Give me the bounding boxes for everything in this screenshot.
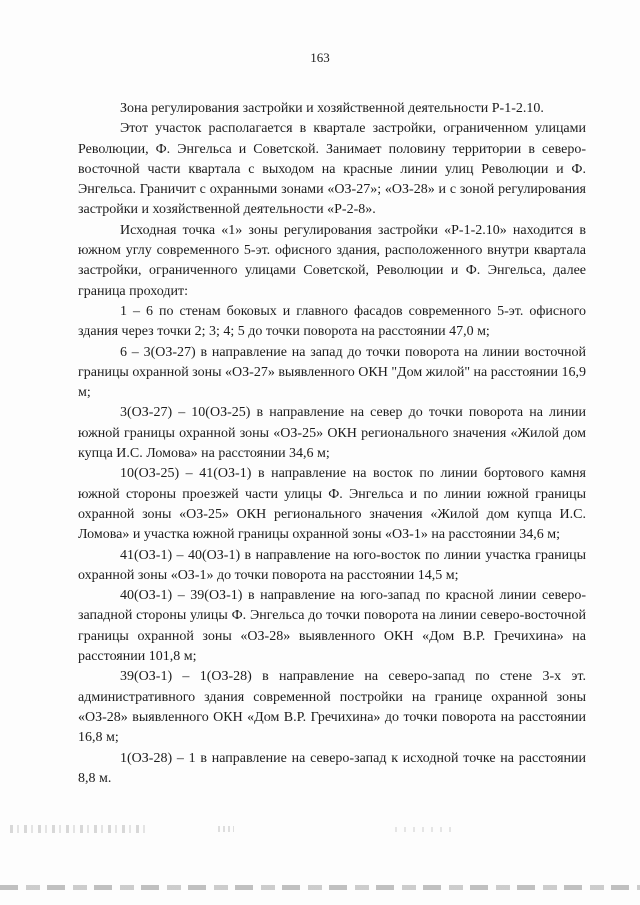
- page-number: 163: [310, 50, 330, 65]
- boundary-segment-paragraph: 40(ОЗ-1) – 39(ОЗ-1) в направление на юго-запад по красной линии северо-западной стороны улицы Ф. Энгельса до точки поворота на линии северо-восточной границы охранной зоны «ОЗ-28» выявленного ОКН «Дом В.Р. Гречихина» на расстоянии 101,8 м;: [78, 588, 586, 665]
- boundary-segment-paragraph: 1(ОЗ-28) – 1 в направление на северо-запад к исходной точке на расстоянии 8,8 м.: [78, 750, 586, 786]
- zone-description-paragraph: Этот участок располагается в квартале застройки, ограниченном улицами Революции, Ф. Энгельса и Советской. Занимает половину территории в северо-восточной части квартала с выходом на красные линии улиц Революции и Ф. Энгельса. Граничит с охранными зонами «ОЗ-27»; «ОЗ-28» и с зоной регулирования застройки и хозяйственной деятельности «Р-2-8».: [78, 121, 586, 218]
- starting-point-paragraph: Исходная точка «1» зоны регулирования застройки «Р-1-2.10» находится в южном углу современного 5-эт. офисного здания, расположенного внутри квартала застройки, ограниченного улицами Советской, Революции и Ф. Энгельса, далее граница проходит:: [78, 222, 586, 299]
- boundary-segment-paragraph: 6 – 3(ОЗ-27) в направление на запад до точки поворота на линии восточной границы охранной зоны «ОЗ-27» выявленного ОКН "Дом жилой" на расстоянии 16,9 м;: [78, 344, 586, 401]
- scan-noise: [10, 825, 150, 833]
- document-body: [78, 99, 586, 789]
- boundary-segment-paragraph: 10(ОЗ-25) – 41(ОЗ-1) в направление на восток по линии бортового камня южной стороны проезжей части улицы Ф. Энгельса и по линии южной границы охранной зоны «ОЗ-25» ОКН регионального значения «Жилой дом купца И.С. Ломова» и участка южной границы охранной зоны «ОЗ-1» на расстоянии 34,6 м;: [78, 466, 586, 543]
- boundary-segment-paragraph: 1 – 6 по стенам боковых и главного фасадов современного 5-эт. офисного здания через точки 2; 3; 4; 5 до точки поворота на расстоянии 47,0 м;: [78, 303, 586, 340]
- boundary-segment-paragraph: 3(ОЗ-27) – 10(ОЗ-25) в направление на север до точки поворота на линии южной границы охранной зоны «ОЗ-25» ОКН регионального значения «Жилой дом купца И.С. Ломова» на расстоянии 34,6 м;: [78, 405, 586, 462]
- scan-edge-artifact: [0, 885, 640, 890]
- zone-title: Зона регулирования застройки и хозяйственной деятельности Р-1-2.10.: [120, 101, 544, 116]
- scan-noise: [218, 826, 234, 832]
- scan-noise: [395, 827, 455, 832]
- boundary-segment-paragraph: 41(ОЗ-1) – 40(ОЗ-1) в направление на юго-восток по линии участка границы охранной зоны «ОЗ-1» до точки поворота на расстоянии 14,5 м;: [78, 547, 586, 583]
- boundary-segment-paragraph: 39(ОЗ-1) – 1(ОЗ-28) в направление на северо-запад по стене 3-х эт. административного здания современной постройки на границе охранной зоны «ОЗ-28» выявленного ОКН «Дом В.Р. Гречихина» до точки поворота на расстоянии 16,8 м;: [78, 669, 586, 746]
